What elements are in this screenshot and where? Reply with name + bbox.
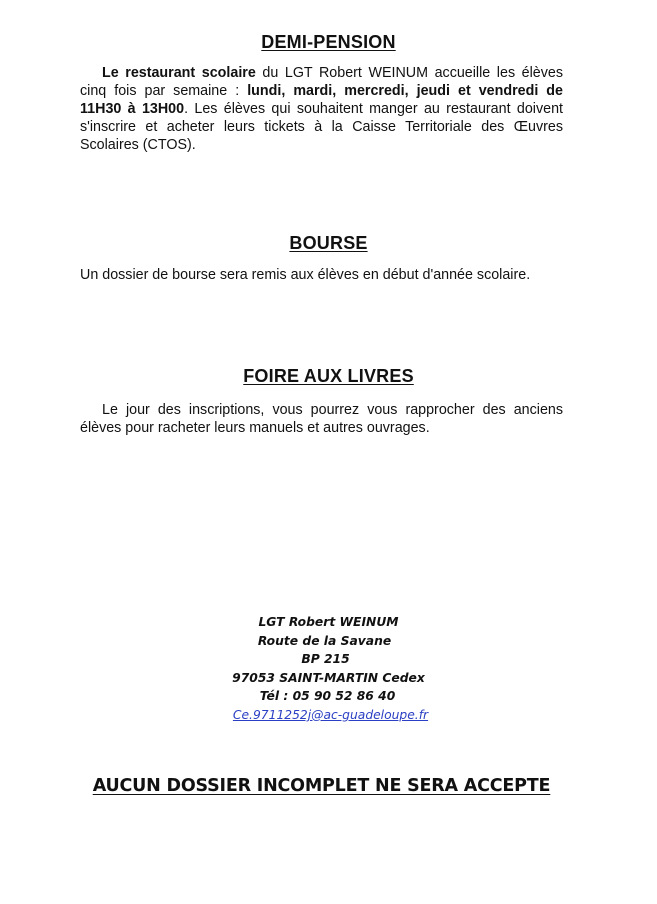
demi-pension-text-2: . Les élèves qui souhaitent manger au restaurant doivent s'inscrire et acheter leurs tickets à la Caisse Territoriale des Œuvres Scolaires (CTOS). <box>80 101 563 153</box>
school-address-block <box>0 613 657 725</box>
address-email-link[interactable]: Ce.9711252j@ac-guadeloupe.fr <box>232 707 429 722</box>
address-school-name: LGT Robert WEINUM <box>258 615 399 629</box>
demi-pension-bold-schedule: lundi, mardi, mercredi, jeudi et vendredi de 11H30 à 13H00 <box>80 83 563 117</box>
address-bp: BP 215 <box>301 652 350 667</box>
demi-pension-bold-restaurant: Le restaurant scolaire <box>102 65 256 81</box>
foire-paragraph: Le jour des inscriptions, vous pourrez vous rapprocher des anciens élèves pour racheter leurs manuels et autres ouvrages. <box>80 402 563 436</box>
address-street: Route de la Savane <box>257 633 392 648</box>
section-title-demi-pension: DEMI-PENSION <box>261 32 396 52</box>
section-title-bourse: BOURSE <box>289 233 368 253</box>
demi-pension-text-1: du LGT Robert WEINUM accueille les élèves cinq fois par semaine : <box>80 65 563 99</box>
address-phone: Tél : 05 90 52 86 40 <box>259 689 396 704</box>
bourse-paragraph: Un dossier de bourse sera remis aux élèves en début d'année scolaire. <box>80 267 531 283</box>
section-title-foire-aux-livres: FOIRE AUX LIVRES <box>243 366 414 386</box>
address-city: 97053 SAINT-MARTIN Cedex <box>232 670 425 685</box>
incomplete-file-notice: AUCUN DOSSIER INCOMPLET NE SERA ACCEPTE <box>92 776 551 796</box>
demi-pension-paragraph <box>80 64 563 154</box>
